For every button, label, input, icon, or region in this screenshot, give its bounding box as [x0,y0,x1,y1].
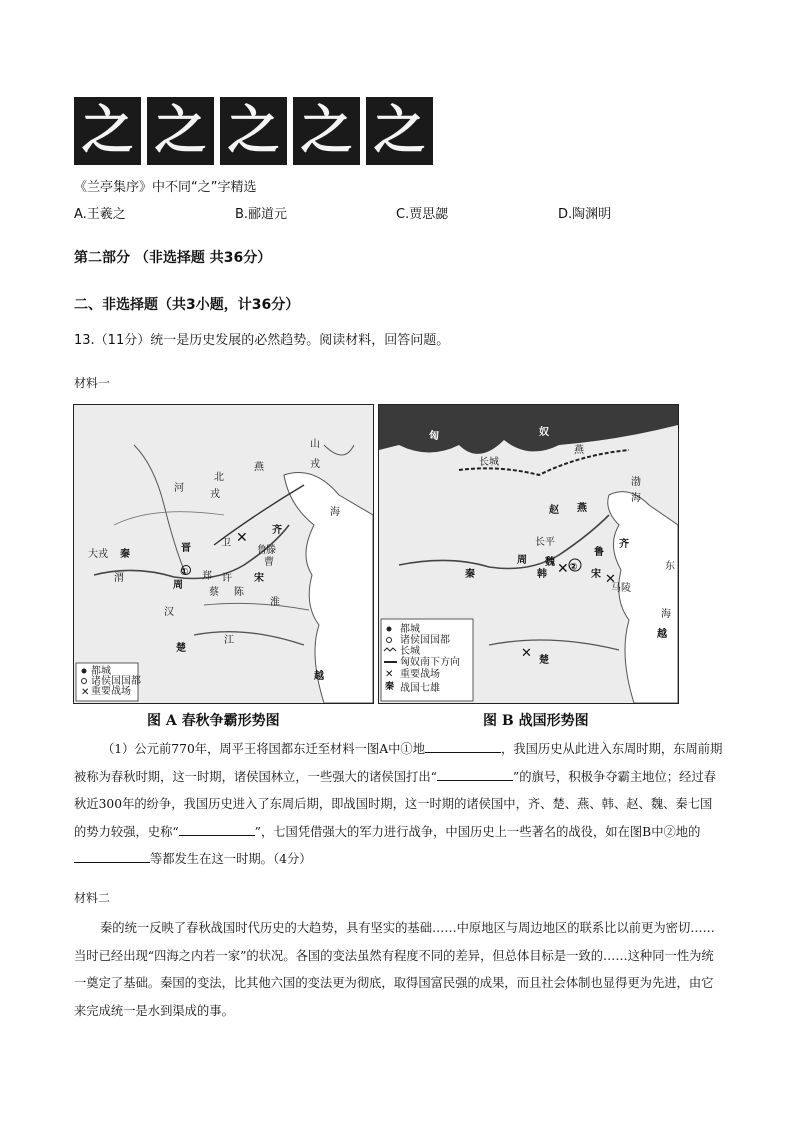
map-a-legend-state: 诸侯国国都 [91,676,141,687]
map-a-label: 大 [88,549,98,560]
map-b-label: 匈 [429,431,439,442]
svg-text:✕: ✕ [605,572,616,587]
map-a-label: 齐 [272,525,282,536]
svg-text:✕: ✕ [236,530,248,546]
option-a[interactable]: A.王羲之 [74,207,126,222]
svg-text:✕: ✕ [521,646,532,661]
svg-text:✕: ✕ [81,687,90,698]
map-a-canvas [74,405,373,703]
map-a-label: 郑 [202,571,212,582]
map-a-label: 宋 [254,573,264,584]
map-a-label: 越 [314,671,324,682]
calligraphy-glyph: 之 [300,100,353,161]
map-a [73,404,374,704]
map-b-label: 楚 [539,655,549,666]
option-c[interactable]: C.贾思勰 [396,207,449,222]
map-b-legend-battle: 重要战场 [400,669,440,680]
map-a-label: 汉 [164,607,174,618]
q1-text-5: 等都发生在这一时期。（4分） [150,852,312,866]
calligraphy-glyph: 之 [227,100,280,161]
map-a-label: 戎 [98,549,108,560]
material-2-text: 秦的统一反映了春秋战国时代历史的大趋势，具有坚实的基础……中原地区与周边地区的联系比以前更为密切……当时已经出现“四海之内若一家”的状况。各国的变法虽然有程度不同的差异，但总体目标是一致的……这种同一性为统一奠定了基础。秦国的变法，比其他六国的变法更为彻底，取得国富民强的成果，而且社会体制也显得更为先进，由它来完成统一是水到渠成的事。 [74,921,715,1018]
map-a-label: 渭 [114,573,124,584]
map-b-label: 赵 [549,505,559,516]
map-b-label: 越 [657,629,667,640]
map-a-label: 卫 [221,538,231,549]
calligraphy-glyph: 之 [81,100,134,161]
map-b-label: 海 [661,609,671,620]
map-a-label: 山 [310,439,320,450]
map-b-label: 燕 [574,445,584,456]
map-b-label: 长平 [535,537,555,548]
map-a-label: 许 [222,573,232,584]
map-a-legend-battle: 重要战场 [91,686,131,697]
option-b[interactable]: B.郦道元 [235,207,288,222]
map-a-label: 秦 [120,549,130,560]
map-b-legend-wall: 长城 [400,646,420,657]
calligraphy-glyph: 之 [154,100,207,161]
map-b-caption: 图 B 战国形势图 [483,713,589,729]
calligraphy-caption: 《兰亭集序》中不同“之”字精选 [74,180,257,195]
map-b-label: 海 [631,493,641,504]
calligraphy-tile [74,97,141,165]
q1-text-1: （1）公元前770年，周平王将国都东迁至材料一图A中①地 [102,742,426,756]
map-a-marker: ① [180,567,189,578]
map-b-label: 长城 [479,457,499,468]
map-a-label: 周 [173,580,183,591]
map-b-label: 韩 [537,569,547,580]
map-b-label: 东 [665,561,675,572]
map-a-label: 晋 [181,543,191,554]
material-2-label: 材料二 [74,891,111,905]
calligraphy-tile [293,97,360,165]
map-b-legend-state: 诸侯国国都 [400,635,450,646]
svg-text:✕: ✕ [557,561,569,577]
calligraphy-tile [220,97,287,165]
map-b-label: 齐 [619,539,629,550]
blank-1[interactable] [425,740,501,753]
map-a-label: 北 [214,472,224,483]
map-a-label: 蔡 [209,587,219,598]
calligraphy-tile [147,97,214,165]
map-b-label: 宋 [591,569,601,580]
map-a-legend-capital: 都城 [91,666,111,677]
map-a-label: 江 [224,635,234,646]
q1-text-4: ”，七国凭借强大的军力进行战争，中国历史上一些著名的战役，如在图B中②地的 [254,824,701,839]
calligraphy-strip [74,97,433,165]
question-13: 13.（11分）统一是历史发展的必然趋势。阅读材料，回答问题。 [74,333,450,348]
material-1-label: 材料一 [74,376,111,390]
map-b-legend-xiongnu: 匈奴南下方向 [400,657,460,668]
calligraphy-glyph: 之 [373,100,426,161]
blank-4[interactable] [74,850,150,863]
map-a-label: 河 [174,483,184,494]
map-a-label: 淮 [270,597,280,608]
map-b-legend-seven: 战国七雄 [400,683,440,694]
map-a-label: 曹 [264,557,274,568]
map-b-label: 燕 [577,503,587,514]
map-a-label: 鲁 [257,545,267,556]
map-b-label: 秦 [465,569,475,580]
map-b [378,404,679,704]
blank-2[interactable] [437,768,513,781]
map-b-label: 鲁 [594,547,604,558]
map-a-label: 燕 [254,462,264,473]
map-a-label: 海 [330,507,340,518]
map-b-label: 魏 [545,557,555,568]
map-b-label: 奴 [539,427,549,438]
map-b-legend-capital: 都城 [400,624,420,635]
option-d[interactable]: D.陶渊明 [558,207,612,222]
part-heading: 第二部分 （非选择题 共36分） [74,250,272,266]
q1-text-2: ，我国历史从此进入东周时期，东周前期被称为春秋时期，这一时期，诸侯国林立，一些强大的诸侯国打出“ [74,742,723,784]
calligraphy-tile [366,97,433,165]
section-heading: 二、非选择题（共3小题，计36分） [74,297,300,313]
map-b-label: 周 [517,555,527,566]
q1-text-3: ”的旗号，积极争夺霸主地位；经过春秋近300年的纷争，我国历史进入了东周后期，即战国时期，这一时期的诸侯国中，齐、楚、燕、韩、赵、魏、秦七国的势力较强，史称“ [74,769,716,839]
map-a-label: 戎 [210,489,220,500]
map-b-canvas [379,405,678,703]
map-a-label: 陈 [234,587,244,598]
map-b-marker: ② [569,562,578,573]
map-a-label: 楚 [176,643,186,654]
map-a-caption: 图 A 春秋争霸形势图 [147,713,280,729]
svg-text:✕: ✕ [385,669,394,680]
map-b-label: 渤 [631,477,641,488]
question-part-1 [74,736,724,874]
map-b-label: 马陵 [611,583,631,594]
map-a-label: 戎 [310,459,320,470]
blank-3[interactable] [179,823,255,836]
svg-text:秦: 秦 [385,682,395,692]
map-a-label: 滕 [266,545,276,556]
